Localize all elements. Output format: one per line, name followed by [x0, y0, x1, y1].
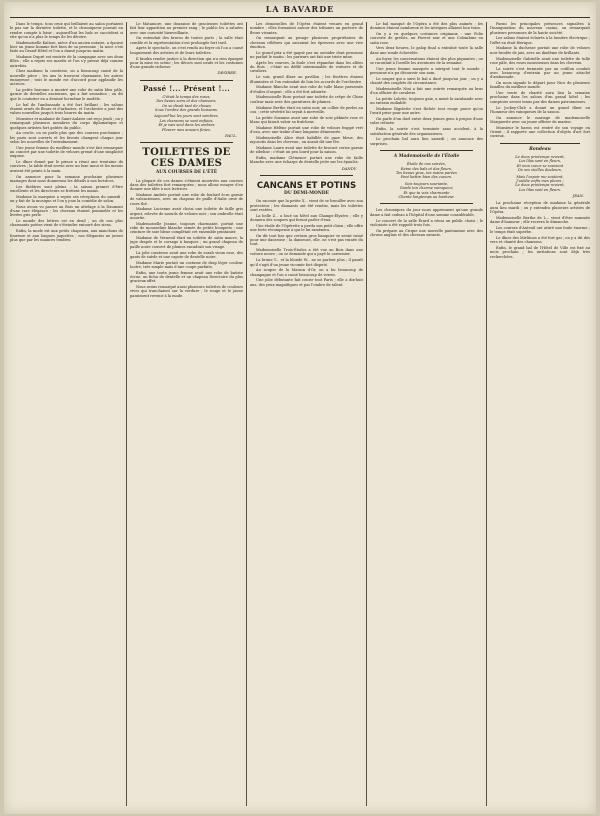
- article-subhead: DU DEMI-MONDE: [284, 190, 329, 196]
- column-3: [250, 22, 363, 808]
- paragraph: Mademoiselle Kalisse, nièce d'un ancien notaire, a épousé hier un jeune homme fort bien de sa personne ; la noce s'est faite au Grand-Hôtel et l'on a dansé jusqu'au matin.: [10, 40, 123, 54]
- column-1: [10, 22, 123, 808]
- paragraph: On raconte que la petite X... vient de se brouiller avec son protecteur ; les diamants ont été rendus, mais les toilettes sont restées.: [250, 199, 363, 212]
- paragraph: Les théâtres sont pleins ; la saison promet d'être excellente et les directeurs se frottent les mains.: [10, 184, 123, 193]
- paragraph: Enfin, la mode est aux petits chapeaux, aux manchons de fourrure et aux longues jaquettes ; nos élégantes ne jurent plus que par les nuances tendres.: [10, 229, 123, 242]
- paragraph: Madame la marquise a repris ses réceptions du samedi ; on y fait de la musique et l'on y joue la comédie de salon.: [10, 194, 123, 203]
- paragraph: Monsieur le baron est rentré de son voyage en Orient ; il rapporte une collection d'objets d'art fort curieux.: [490, 125, 590, 139]
- paragraph: Le prochain bal aura lieu samedi ; on annonce des surprises.: [370, 137, 483, 146]
- newspaper-page: [4, 2, 596, 814]
- paragraph: Le bal masqué de l'Opéra a été des plus animés ; les dominos étaient nombreux et les intrigues allaient bon train.: [370, 22, 483, 31]
- paragraph: Une jolie débutante fait courir tout Paris ; elle a dix-huit ans, des yeux magnifiques et pas l'ombre de talent.: [250, 278, 363, 287]
- poem-line: Étoile de nos soirées,: [407, 162, 446, 167]
- column-5-text: [490, 22, 590, 139]
- poem-line: Et mon coeur se souvient: [516, 163, 564, 168]
- paragraph: Le Matamore, une douzaine de gracieuses toilettes ont fait leur apparition au premier rang ; le public les a saluées avec une curiosité bienveillante.: [130, 22, 243, 35]
- signature: DESIREE.: [217, 70, 237, 76]
- article-headline: TOILETTES DE CES DAMES: [142, 147, 231, 170]
- section-divider: [140, 80, 233, 81]
- paragraph: Mademoiselle Gabrielle avait une toilette de tulle rose pâle, des roses mousseuses dans les cheveux.: [490, 56, 590, 65]
- paragraph: Après les courses, la foule s'est répandue dans les allées du Bois ; c'était un défilé interminable de voitures et de cavaliers.: [250, 60, 363, 74]
- paragraph: On dit tout bas que certain gros banquier se serait ruiné pour une danseuse ; la danseuse, elle, ne s'est pas ruinée du tout.: [250, 233, 363, 247]
- poem-signature: PAUL.: [225, 133, 237, 139]
- column-1-text: [10, 22, 123, 242]
- section-divider: [260, 175, 353, 176]
- paragraph: Les salons étaient éclairés à la lumière électrique ; l'effet en était féerique.: [490, 36, 590, 45]
- paragraph: On parle d'un duel entre deux jeunes gens à propos d'une valse refusée.: [370, 117, 483, 126]
- paragraph: On annonce le mariage de mademoiselle Marguerite avec un jeune officier de marine.: [490, 115, 590, 124]
- column-4: [370, 22, 483, 808]
- paragraph: Madame Blanche avait une robe de tulle blanc parsemée d'étoiles d'argent ; elle a été fort admirée.: [250, 85, 363, 94]
- column-4-body: [370, 208, 483, 237]
- poem-line: Et que ta voix charmante: [403, 190, 450, 195]
- paragraph: Madame Marie portait un costume de drap léger couleur loutre, très simple mais d'une coupe parfaite.: [130, 260, 243, 269]
- paragraph: Le monde des lettres est en deuil ; un de nos plus charmants poètes vient de s'éteindre entouré des siens.: [10, 219, 123, 228]
- paragraph: La petite Suzanne avait une robe de soie pékinée rose et blanc qui faisait valoir sa fraîcheur.: [250, 115, 363, 124]
- poem-line: Les lilas sont en fleurs.: [518, 187, 562, 192]
- paragraph: Vers deux heures, le galop final a entraîné toute la salle dans une ronde échevelée.: [370, 46, 483, 55]
- paragraph: Dans le temps, tous ceux qui brillaient au salon portaient le pas sur la dernière toilette, et le chroniqueur pouvait en rendre compte à loisir ; aujourd'hui les bals se succèdent si vite qu'on n'a plus le temps de les décrire.: [10, 22, 123, 39]
- column-5-body: [490, 201, 590, 259]
- paragraph: On nous signale le départ pour Nice de plusieurs familles du meilleur monde.: [490, 81, 590, 90]
- paragraph: Monsieur et madame de Saint-Aulaire ont reçu jeudi ; on y remarquait plusieurs membres du corps diplomatique et quelques artistes fort goûtés du public.: [10, 116, 123, 130]
- paragraph: La petite baronne a montré une robe de satin bleu pâle, garnie de dentelles anciennes, qui a fait sensation ; on dit que le couturier en a dessiné lui-même le modèle.: [10, 88, 123, 101]
- paragraph: Nous avons vu passer au Bois un attelage à la Daumont d'une rare élégance ; les chevaux étaient pommelés et les livrées gris perle.: [10, 204, 123, 218]
- paragraph: Enfin, madame Clémence portait une robe de faille blanche avec une écharpe de dentelle jetée sur les épaules.: [250, 156, 363, 165]
- paragraph: On prépare au Cirque une nouvelle pantomime avec des clowns anglais et des chevaux savants.: [370, 228, 483, 237]
- poem-line: Le doux printemps revient,: [515, 154, 565, 159]
- poem-line: Chante longtemps au bonheur.: [398, 195, 455, 200]
- top-rule: [10, 17, 590, 18]
- poem-line: Les lilas sont en fleurs,: [518, 159, 562, 164]
- paragraph: Une jeune femme masquée a intrigué tout le monde ; personne n'a pu découvrir son nom.: [370, 66, 483, 75]
- paragraph: Enfin, une toute jeune femme avait une robe de batiste écrue, un fichu de dentelle et un chapeau Directoire du plus gracieux effet.: [130, 270, 243, 284]
- column-2-intro: [130, 22, 243, 69]
- poem-title: A Mademoiselle de l'Étoile: [393, 153, 460, 159]
- poem-line: Et je vais seul dans les ombres: [158, 123, 215, 128]
- poem: [490, 155, 590, 192]
- paragraph: On remarquait au pesage plusieurs propriétaires de chevaux célèbres qui suivaient les épreuves avec une vive émotion.: [250, 36, 363, 49]
- paragraph: Le souper qui a suivi le bal a duré jusqu'au jour ; on y a chanté des couplets de circonstance.: [370, 76, 483, 86]
- paragraph: Chez madame la comtesse, on a beaucoup causé de la nouvelle pièce ; les uns la trouvent charmante, les autres ennuyeuse ; tout le monde est d'accord pour applaudir les actrices.: [10, 69, 123, 87]
- article-subhead: AUX COURSES DE L'ÉTÉ: [155, 170, 218, 176]
- paragraph: Le grand prix a été gagné par un outsider dont personne ne parlait le matin ; les parieurs ont fait une triste mine.: [250, 50, 363, 60]
- column-3-text: [250, 22, 363, 165]
- column-4-text: [370, 22, 483, 146]
- section-divider: [140, 142, 233, 143]
- column-divider: [246, 22, 247, 806]
- section-divider: [500, 143, 580, 144]
- column-5: [490, 22, 590, 808]
- paragraph: La soirée s'est terminée par un cotillon conduit avec beaucoup d'entrain par un jeune attaché d'ambassade.: [490, 66, 590, 80]
- poem: [370, 162, 483, 199]
- poem-line: Pleurer mes amours finies.: [162, 127, 211, 132]
- paragraph: Les courses d'Auteuil ont attiré une foule énorme ; le temps était superbe.: [490, 225, 590, 235]
- paragraph: Après le spectacle, on s'est rendu au foyer où l'on a causé longuement des artistes et de leurs toilettes.: [130, 46, 243, 55]
- paragraph: Le concert de la salle Érard a réuni un public choisi ; le violoniste a été rappelé trois fois.: [370, 218, 483, 227]
- paragraph: Une étoile de l'Opérette a perdu son petit chien ; elle offre une forte récompense à qui le lui ramènera.: [250, 223, 363, 232]
- column-divider: [126, 22, 127, 806]
- paragraph: Le Jockey-Club a donné un grand dîner en l'honneur des vainqueurs de la saison.: [490, 105, 590, 114]
- paragraph: Les demoiselles de l'Opéra étaient venues en grand nombre ; elles formaient autour des tribunes un parterre de fleurs vivantes.: [250, 22, 363, 35]
- paragraph: Madame Rigolette s'est fâchée tout rouge parce qu'on l'avait prise pour une autre.: [370, 107, 483, 116]
- poem: [130, 95, 243, 132]
- paragraph: Madame Andrée portait une robe de foulard écru garnie de valenciennes, avec un chapeau de paille d'Italie orné de roses thé.: [130, 193, 243, 206]
- paragraph: Madame Lucienne avait choisi une toilette de faille gris argent, relevée de noeuds de velours noir ; son ombrelle était assortie.: [130, 207, 243, 220]
- poem-line: Tes beaux yeux, tes mains parées: [396, 171, 457, 176]
- paragraph: Madame Hélène portait une robe de velours frappé vert d'eau, avec une traîne d'une longueur démesurée.: [250, 125, 363, 135]
- paragraph: Il faudra rendre justice à la direction qui n'a rien épargné pour la mise en scène ; les décors sont neufs et les costumes d'une grande richesse.: [130, 56, 243, 70]
- poem-line: Reine des bals et des fleurs,: [400, 166, 453, 171]
- column-divider: [486, 22, 487, 806]
- paragraph: Enfin, la soirée s'est terminée sans accident, à la satisfaction générale des organisateurs.: [370, 127, 483, 136]
- paragraph: On annonce pour la semaine prochaine plusieurs mariages dont nous donnerons les détails à nos lectrices.: [10, 174, 123, 183]
- paragraph: Le bal de l'ambassade a été fort brillant ; les salons étaient ornés de fleurs et d'arbustes, et l'orchestre a joué des valses nouvelles jusqu'à trois heures du matin.: [10, 102, 123, 116]
- masthead: LA BAVARDE: [265, 4, 335, 14]
- paragraph: Au cercle, on ne parle plus que des courses prochaines ; les paris sont ouverts et les favoris changent chaque jour selon les nouvelles de l'entraînement.: [10, 131, 123, 144]
- signature: DANDY.: [341, 165, 357, 171]
- poem-line: Sois toujours souriante,: [404, 181, 449, 186]
- paragraph: Les chroniques du jour nous apprennent qu'une grande dame a fait cadeau à l'hôpital d'une somme considérable.: [370, 208, 483, 217]
- paragraph: On y a vu quelques costumes originaux : une Folie couverte de grelots, un Pierrot noir et une Colombine en satin rose.: [370, 32, 483, 45]
- paragraph: La prochaine réception de madame la générale aura lieu mardi ; on y entendra plusieurs artistes de l'Opéra.: [490, 201, 590, 215]
- section-divider: [380, 150, 473, 151]
- paragraph: Madame de Verneuil était en toilette de satin mauve, la jupe drapée et le corsage à basques ; un grand chapeau de paille noire couvert de plumes encadrait son visage.: [130, 236, 243, 249]
- poem-line: Les chansons se sont enfuies,: [159, 118, 214, 123]
- article-body: [130, 179, 243, 298]
- paragraph: Mademoiselle Trois-Étoiles a été vue au Bois dans une voiture neuve ; on se demande qui a payé le carrossier.: [250, 248, 363, 257]
- poem-line: Des beaux soirs et des chansons,: [156, 99, 217, 104]
- paragraph: Le dîner des Mirlitons a été fort gai ; on y a dit des vers et chanté des chansons.: [490, 236, 590, 245]
- paragraph: Une jeune femme du meilleur monde s'est fait remarquer au concert par une toilette de velours grenat d'une simplicité exquise.: [10, 145, 123, 159]
- paragraph: Mademoiselle Nini a fait une entrée remarquée au bras d'un officier de cavalerie.: [370, 86, 483, 96]
- paragraph: La jolie comtesse avait une robe de surah vieux rose, des gants de suède et une capote de dentelle noire.: [130, 250, 243, 259]
- poem-line: C'était le temps des roses,: [162, 94, 211, 99]
- poem-line: Sous l'ombre des grands buissons.: [154, 107, 219, 112]
- poem-line: On se disait tant de choses: [161, 103, 212, 108]
- column-2: [130, 22, 243, 808]
- paragraph: Madame Dupré est rentrée de la campagne avec ses deux filles ; elle a repris ses mardis et l'on s'y presse déjà comme autrefois.: [10, 55, 123, 68]
- paragraph: Enfin, le grand bal de l'Hôtel de Ville est fixé au mois prochain ; les invitations sont déjà très recherchées.: [490, 246, 590, 259]
- poem-line: Garde ton charme vainqueur,: [399, 186, 454, 191]
- poem-line: Font battre bien des coeurs.: [400, 175, 453, 180]
- paragraph: Au souper de la Maison d'Or, on a bu beaucoup de champagne et l'on a cassé beaucoup de verres.: [250, 268, 363, 277]
- poem-signature: JEAN.: [572, 193, 584, 199]
- paragraph: Nous avons remarqué aussi plusieurs toilettes de couleurs vives qui tranchaient sur la verdure ; le rouge et le jaune paraissent revenir à la mode.: [130, 285, 243, 298]
- paragraph: La brune Y... et la blonde W... ne se parlent plus ; il paraît qu'il s'agit d'un jeune vicomte fort disputé.: [250, 258, 363, 267]
- paragraph: Le soir, grand dîner au pavillon ; les fenêtres étaient illuminées et l'on entendait de loin les accords de l'orchestre.: [250, 75, 363, 84]
- paragraph: Une vente de charité aura lieu la semaine prochaine dans les salons d'un grand hôtel ; les comptoirs seront tenus par des dames patronnesses.: [490, 91, 590, 104]
- paragraph: Mademoiselle Rose portait une toilette de crêpe de Chine couleur maïs avec des garnitures de plumes.: [250, 95, 363, 104]
- poem-line: J'oublie enfin mes pleurs ;: [516, 178, 564, 183]
- article-headline: CANCANS ET POTINS: [256, 180, 357, 191]
- column-divider: [366, 22, 367, 806]
- poem-line: Mais l'espoir me soutient,: [516, 174, 564, 179]
- article-body: [250, 199, 363, 287]
- poem-title: Passé !... Présent !...: [142, 83, 231, 93]
- poem-title: Rondeau: [529, 146, 551, 152]
- paragraph: Au foyer, les conversations étaient des plus piquantes ; on se racontait à l'oreille les aventures de la semaine.: [370, 56, 483, 65]
- paragraph: Mademoiselle Jeanne, toujours charmante, portait une robe de mousseline blanche semée de petits bouquets ; une ceinture de soie bleue complétait cet ensemble printanier.: [130, 221, 243, 235]
- poem-line: Aujourd'hui les jours sont sombres,: [154, 114, 219, 119]
- poem-line: Le doux printemps revient,: [515, 183, 565, 188]
- paragraph: On entendait des bravos de toutes parts ; la salle était comble et la représentation s'est prolongée fort tard.: [130, 36, 243, 45]
- paragraph: Mademoiselle Alice était habillée de gaze bleue, des myosotis dans les cheveux ; on aurait dit une fée.: [250, 135, 363, 145]
- paragraph: Le dîner donné par le prince a réuni une trentaine de convives ; la table était servie avec un luxe inouï et les menus avaient été peints à la main.: [10, 160, 123, 173]
- paragraph: Mademoiselle Berthe de L... vient d'être nommée dame d'honneur ; elle recevra le dimanche.: [490, 215, 590, 225]
- section-divider: [380, 203, 473, 204]
- poem-line: De ses vieilles douleurs.: [517, 168, 563, 173]
- paragraph: La plupart de ces dames s'étaient montrées aux courses dans des toilettes fort remarquées ; nous allons essayer d'en donner une idée à nos lectrices.: [130, 178, 243, 192]
- paragraph: Madame Laure avait une toilette de brocart cerise garnie de zibeline ; c'était un peu lourd pour la saison.: [250, 145, 363, 155]
- paragraph: Madame la duchesse portait une robe de velours noir brodée de jais, avec un diadème de brillants.: [490, 46, 590, 55]
- paragraph: Madame Berthe était en satin noir, un collier de perles au cou ; cette sévérité lui seyait à merveille.: [250, 105, 363, 114]
- paragraph: La petite Lolotte, toujours gaie, a mené la sarabande avec un entrain endiablé.: [370, 96, 483, 106]
- paragraph: Parmi les principales présences signalées à l'inauguration du nouveau casino, on remarquait plusieurs personnes de la haute société.: [490, 22, 590, 35]
- paragraph: La belle Z... a loué un hôtel aux Champs-Élysées ; elle y donnera des soupers qui feront parler d'eux.: [250, 213, 363, 222]
